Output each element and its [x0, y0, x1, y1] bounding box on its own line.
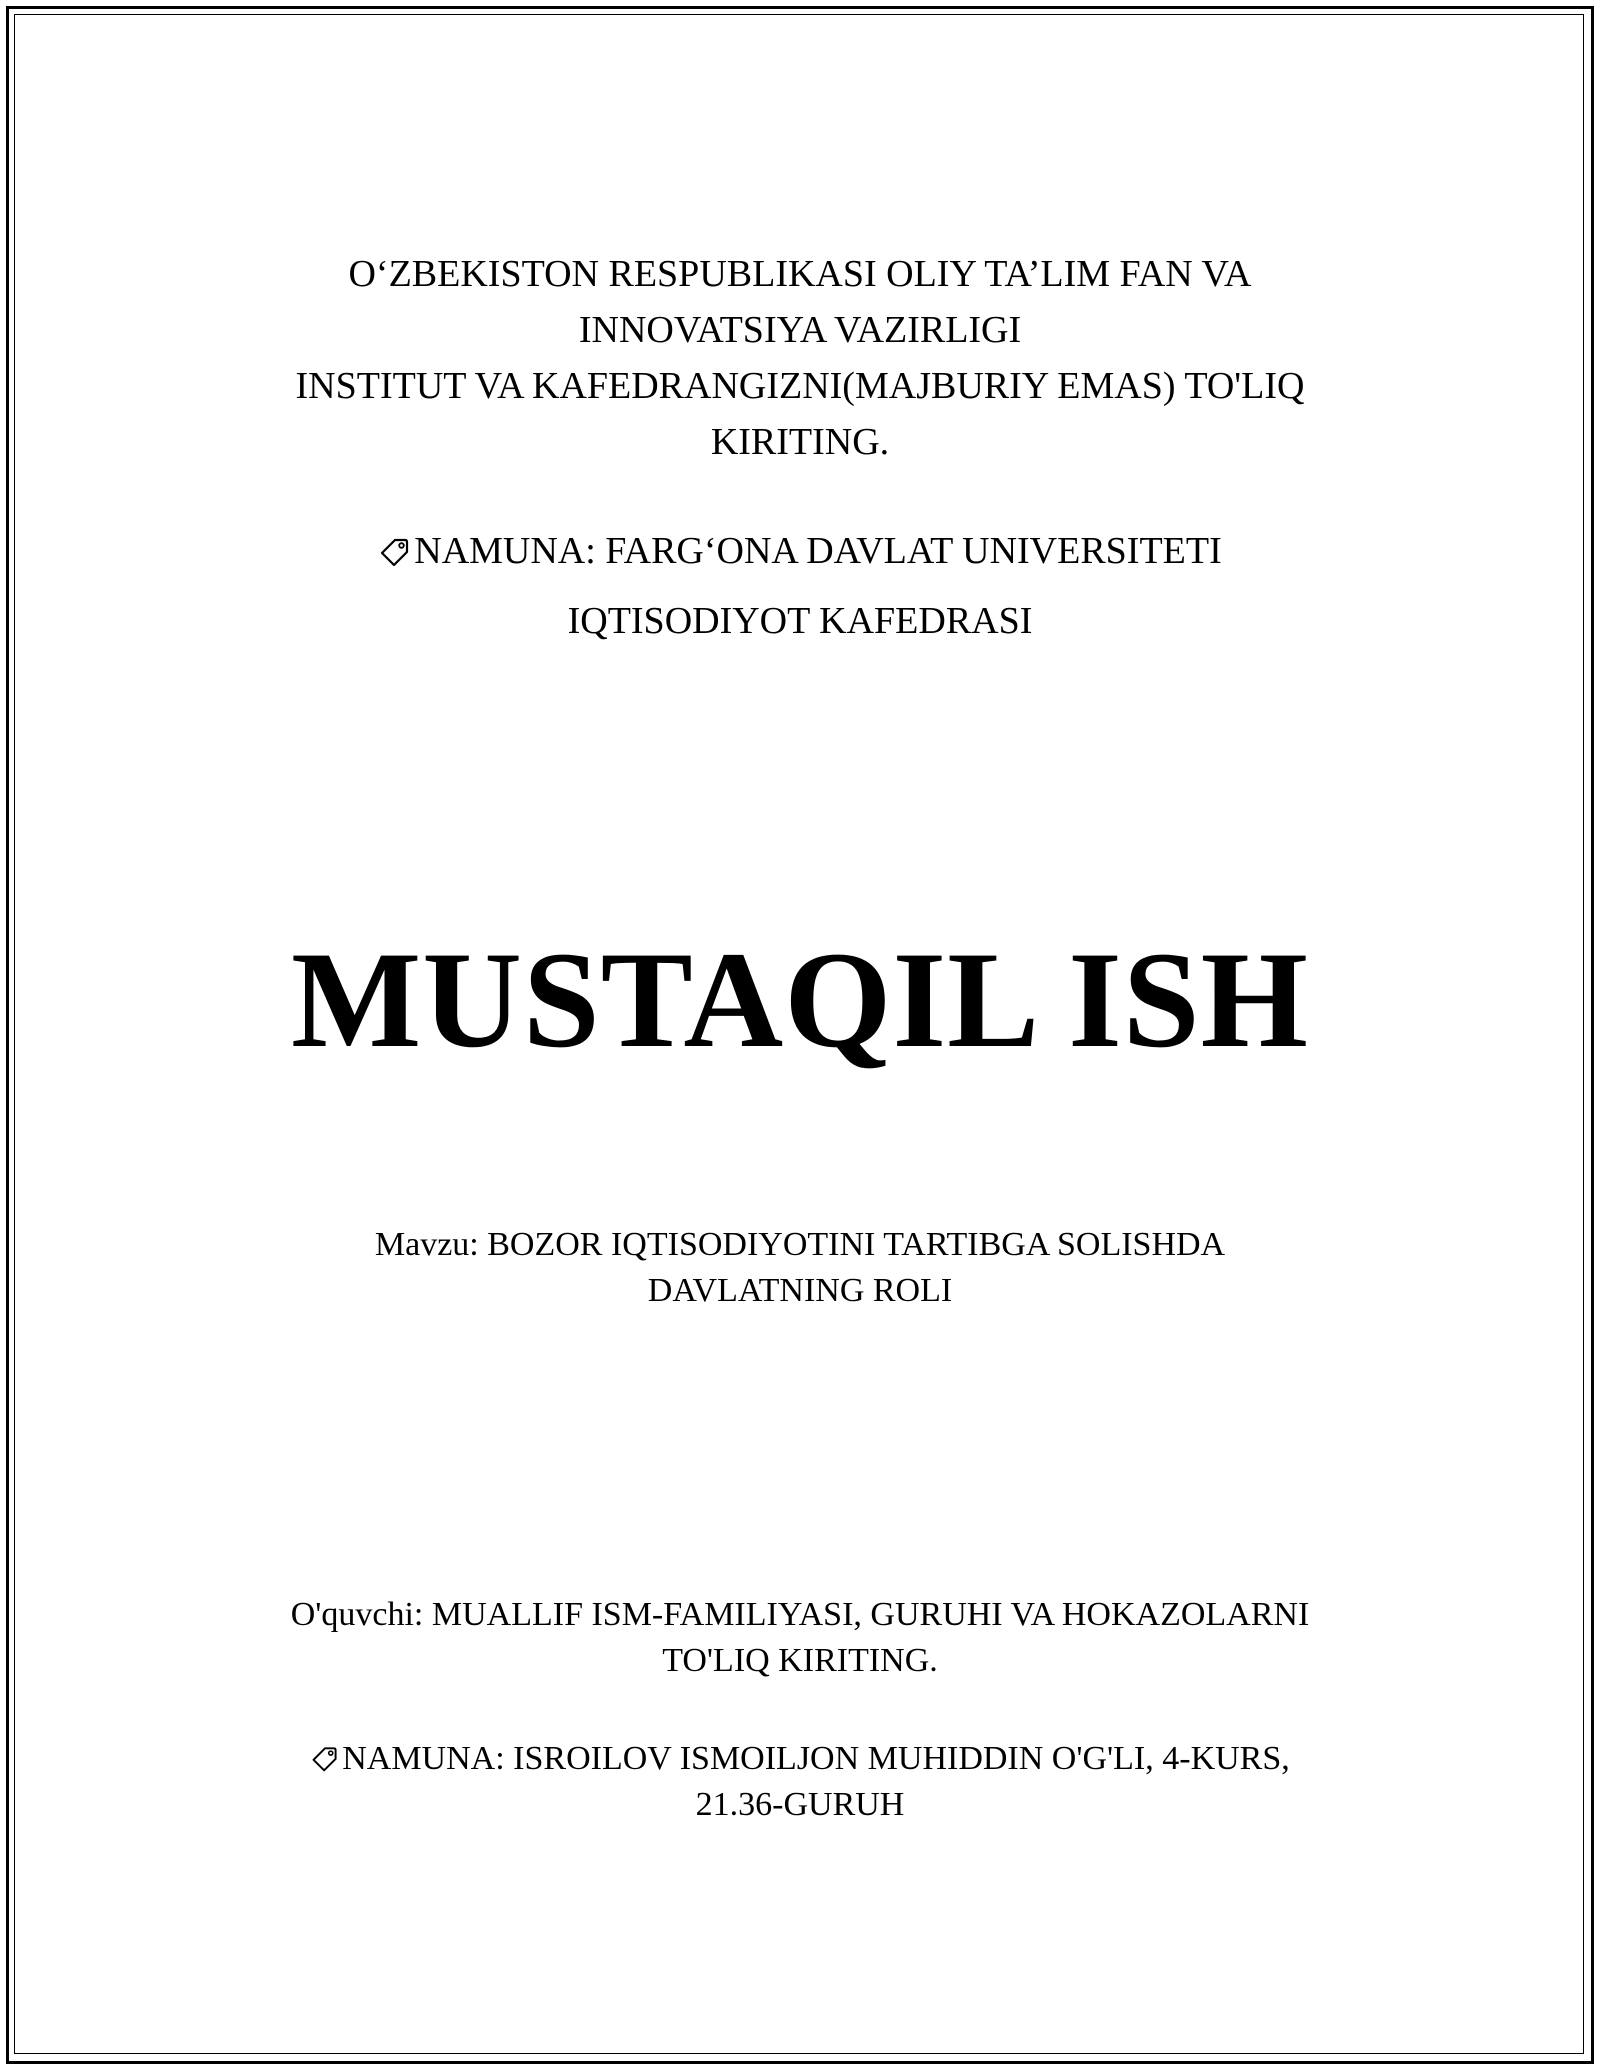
topic-line: Mavzu: BOZOR IQTISODIYOTINI TARTIBGA SOLISHDA — [374, 1226, 1226, 1263]
topic — [0, 1222, 1600, 1314]
topic-line: DAVLATNING ROLI — [647, 1272, 953, 1309]
ministry-header — [0, 246, 1600, 470]
header-line: INNOVATSIYA VAZIRLIGI — [578, 309, 1022, 351]
author-line: O'quvchi: MUALLIF ISM-FAMILIYASI, GURUHI VA HOKAZOLARNI — [290, 1596, 1310, 1633]
author-sample — [0, 1736, 1600, 1828]
document-title: MUSTAQIL ISH — [291, 923, 1309, 1076]
institution-sample-line: IQTISODIYOT KAFEDRASI — [567, 600, 1033, 642]
tag-icon — [310, 1743, 340, 1773]
author-line: TO'LIQ KIRITING. — [662, 1642, 938, 1679]
author-info — [0, 1592, 1600, 1684]
institution-sample — [0, 516, 1600, 656]
header-line: O‘ZBEKISTON RESPUBLIKASI OLIY TA’LIM FAN VA — [348, 253, 1252, 295]
header-line: KIRITING. — [710, 421, 890, 463]
author-sample-line — [0, 1736, 1600, 1782]
author-sample-text: NAMUNA: ISROILOV ISMOILJON MUHIDDIN O'G'LI, 4-KURS, — [342, 1740, 1290, 1777]
institution-sample-line — [0, 516, 1600, 586]
header-line: INSTITUT VA KAFEDRANGIZNI(MAJBURIY EMAS) TO'LIQ — [295, 365, 1305, 407]
tag-icon — [378, 534, 412, 568]
author-sample-line: 21.36-GURUH — [695, 1786, 905, 1823]
institution-sample-text: NAMUNA: FARG‘ONA DAVLAT UNIVERSITETI — [414, 530, 1222, 572]
